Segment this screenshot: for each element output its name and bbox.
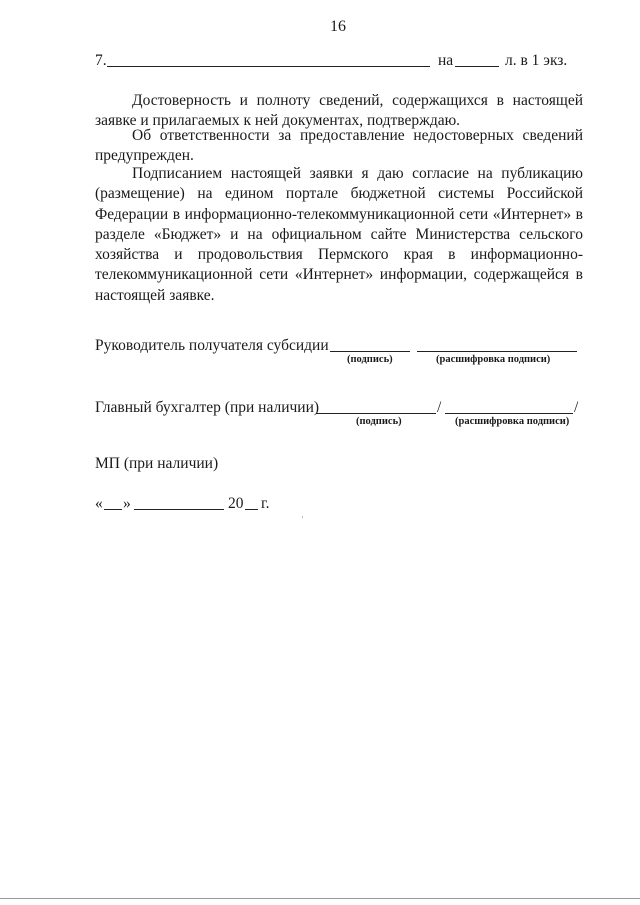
date-month-blank (134, 509, 224, 510)
paragraph-responsibility: Об ответственности за предоставление недостоверных сведений предупрежден. (95, 127, 583, 165)
head-signature-line (330, 351, 410, 352)
head-signature-label: Руководитель получателя субсидии (95, 337, 329, 354)
item-7-tail: л. в 1 экз. (505, 52, 568, 69)
head-sign-caption: (подпись) (347, 354, 393, 365)
accountant-signature-line (316, 413, 436, 414)
date-open-quote: « (95, 495, 103, 512)
accountant-signature-label: Главный бухгалтер (при наличии) (95, 399, 320, 416)
item-7-on-label: на (438, 52, 454, 69)
paragraph-confirm: Достоверность и полноту сведений, содержащихся в настоящей заявке и прилагаемых к ней документах, подтверждаю. (95, 92, 583, 130)
date-year-blank (245, 509, 258, 510)
date-day-blank (104, 509, 122, 510)
accountant-slash-end: / (574, 399, 579, 416)
accountant-slash: / (437, 399, 442, 416)
date-year-suffix: г. (261, 495, 270, 512)
head-decode-line (417, 351, 577, 352)
page-number: 16 (330, 18, 346, 35)
stamp-label: МП (при наличии) (95, 455, 219, 472)
date-close-quote: » (123, 495, 131, 512)
accountant-sign-caption: (подпись) (356, 416, 402, 427)
date-year-prefix: 20 (228, 495, 244, 512)
item-7-number: 7. (95, 52, 107, 69)
accountant-decode-caption: (расшифровка подписи) (455, 416, 570, 427)
item-7-pages-blank (455, 66, 499, 67)
item-7-blank-line (107, 66, 430, 67)
head-decode-caption: (расшифровка подписи) (436, 354, 551, 365)
accountant-decode-line (445, 413, 573, 414)
scan-speck (302, 516, 303, 518)
paragraph-consent: Подписанием настоящей заявки я даю согласие на публикацию (размещение) на едином портале бюджетной системы Российской Федерации в информационно-телекоммуникационной сети «Интернет» в разделе «Бюджет» и на официальном сайте Министерства сельского хозяйства и продовольствия Пермского края в информационно-телекоммуникационной сети «Интернет» информации, содержащейся в настоящей заявке. (95, 165, 583, 304)
page-bottom-edge (0, 898, 640, 899)
